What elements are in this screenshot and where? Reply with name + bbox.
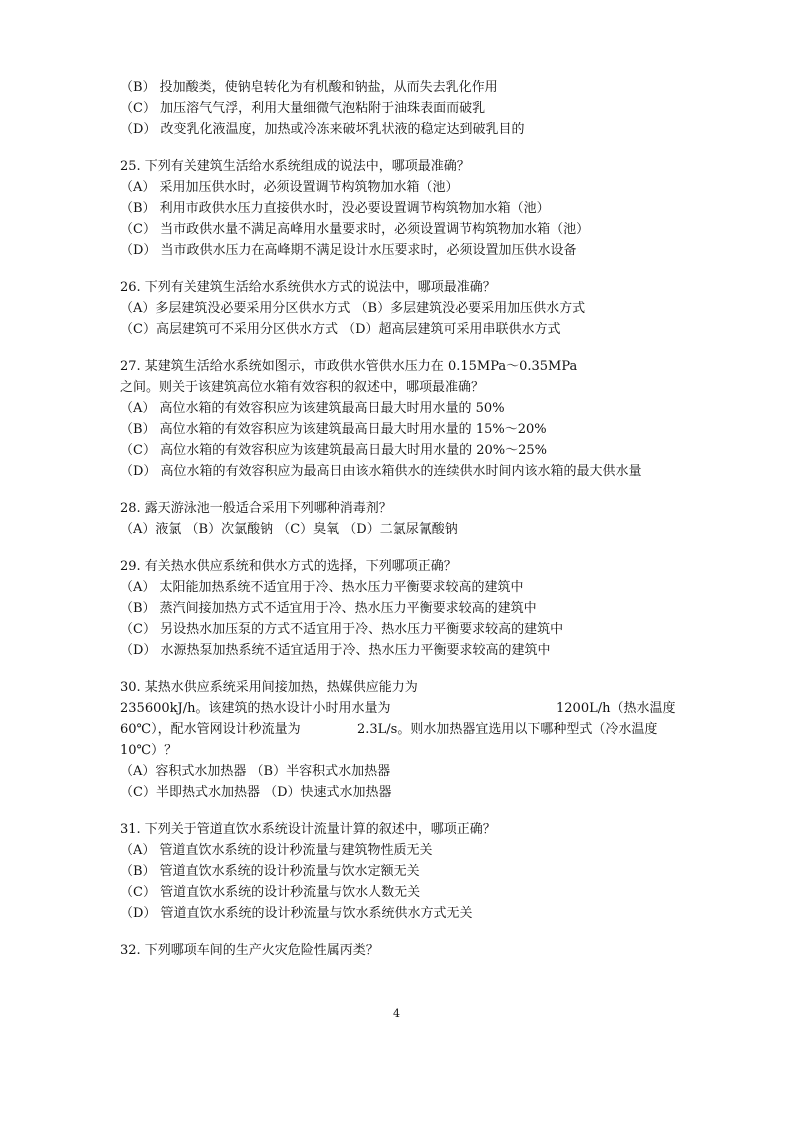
q25-stem: 25. 下列有关建筑生活给水系统组成的说法中，哪项最准确？ — [120, 159, 470, 174]
q26-options-ab: （A）多层建筑没必要采用分区供水方式 （B）多层建筑没必要采用加压供水方式 — [120, 301, 586, 316]
q24-option-b: （B） 投加酸类，使钠皂转化为有机酸和钠盐，从而失去乳化作用 — [120, 80, 498, 95]
q25-option-b: （B） 利用市政供水压力直接供水时，没必要设置调节构筑物加水箱（池） — [120, 201, 550, 216]
q28-stem: 28. 露天游泳池一般适合采用下列哪种消毒剂？ — [120, 501, 392, 516]
q24-option-d: （D） 改变乳化液温度，加热或冷冻来破坏乳状液的稳定达到破乳目的 — [120, 122, 525, 137]
q29-option-d: （D） 水源热泵加热系统不适宜适用于冷、热水压力平衡要求较高的建筑中 — [120, 643, 551, 658]
q29-stem: 29. 有关热水供应系统和供水方式的选择，下列哪项正确？ — [120, 559, 457, 574]
q31-option-c: （C） 管道直饮水系统的设计秒流量与饮水人数无关 — [120, 885, 421, 900]
q29-option-b: （B） 蒸汽间接加热方式不适宜用于冷、热水压力平衡要求较高的建筑中 — [120, 601, 537, 616]
q30-options-cd: （C）半即热式水加热器 （D）快速式水加热器 — [120, 785, 392, 800]
q26-options-cd: （C）高层建筑可不采用分区供水方式 （D）超高层建筑可采用串联供水方式 — [120, 322, 561, 337]
q30-line4: 10℃）？ — [120, 743, 178, 758]
q30-line2-left: 235600kJ/h。该建筑的热水设计小时用水量为 — [120, 701, 391, 716]
q31-option-d: （D） 管道直饮水系统的设计秒流量与饮水系统供水方式无关 — [120, 906, 473, 921]
q31-stem: 31. 下列关于管道直饮水系统设计流量计算的叙述中，哪项正确？ — [120, 822, 496, 837]
q27-option-a: （A） 高位水箱的有效容积应为该建筑最高日最大时用水量的 50% — [120, 401, 505, 416]
q25-option-c: （C） 当市政供水量不满足高峰用水量要求时，必须设置调节构筑物加水箱（池） — [120, 222, 590, 237]
q26-stem: 26. 下列有关建筑生活给水系统供水方式的说法中，哪项最准确？ — [120, 280, 496, 295]
q27-option-b: （B） 高位水箱的有效容积应为该建筑最高日最大时用水量的 15%～20% — [120, 422, 547, 437]
page-number: 4 — [393, 1007, 400, 1020]
q29-option-a: （A） 太阳能加热系统不适宜用于冷、热水压力平衡要求较高的建筑中 — [120, 580, 524, 595]
q30-line2-right: 1200L/h（热水温度 — [556, 701, 676, 716]
q30-line3-right: 2.3L/s。则水加热器宜选用以下哪种型式（冷水温度 — [357, 722, 658, 737]
q27-option-d: （D） 高位水箱的有效容积应为最高日由该水箱供水的连续供水时间内该水箱的最大供水量 — [120, 464, 642, 479]
q27-stem: 27. 某建筑生活给水系统如图示，市政供水管供水压力在 0.15MPa～0.35MPa — [120, 359, 578, 374]
q29-option-c: （C） 另设热水加压泵的方式不适宜用于冷、热水压力平衡要求较高的建筑中 — [120, 622, 564, 637]
q25-option-d: （D） 当市政供水压力在高峰期不满足设计水压要求时，必须设置加压供水设备 — [120, 243, 577, 258]
q31-option-a: （A） 管道直饮水系统的设计秒流量与建筑物性质无关 — [120, 843, 433, 858]
q27-stem-continued: 之间。则关于该建筑高位水箱有效容积的叙述中，哪项最准确？ — [120, 380, 485, 395]
q30-stem: 30. 某热水供应系统采用间接加热，热媒供应能力为 — [120, 680, 418, 695]
q31-option-b: （B） 管道直饮水系统的设计秒流量与饮水定额无关 — [120, 864, 420, 879]
q30-options-ab: （A）容积式水加热器 （B）半容积式水加热器 — [120, 764, 391, 779]
q32-stem: 32. 下列哪项车间的生产火灾危险性属丙类？ — [120, 943, 379, 958]
q28-options: （A）液氯 （B）次氯酸钠 （C）臭氧 （D）二氯尿氰酸钠 — [120, 522, 458, 537]
q30-line3-left: 60℃），配水管网设计秒流量为 — [120, 722, 301, 737]
q24-option-c: （C） 加压溶气气浮，利用大量细微气泡粘附于油珠表面而破乳 — [120, 101, 486, 116]
q25-option-a: （A） 采用加压供水时，必须设置调节构筑物加水箱（池） — [120, 180, 459, 195]
q27-option-c: （C） 高位水箱的有效容积应为该建筑最高日最大时用水量的 20%～25% — [120, 443, 548, 458]
